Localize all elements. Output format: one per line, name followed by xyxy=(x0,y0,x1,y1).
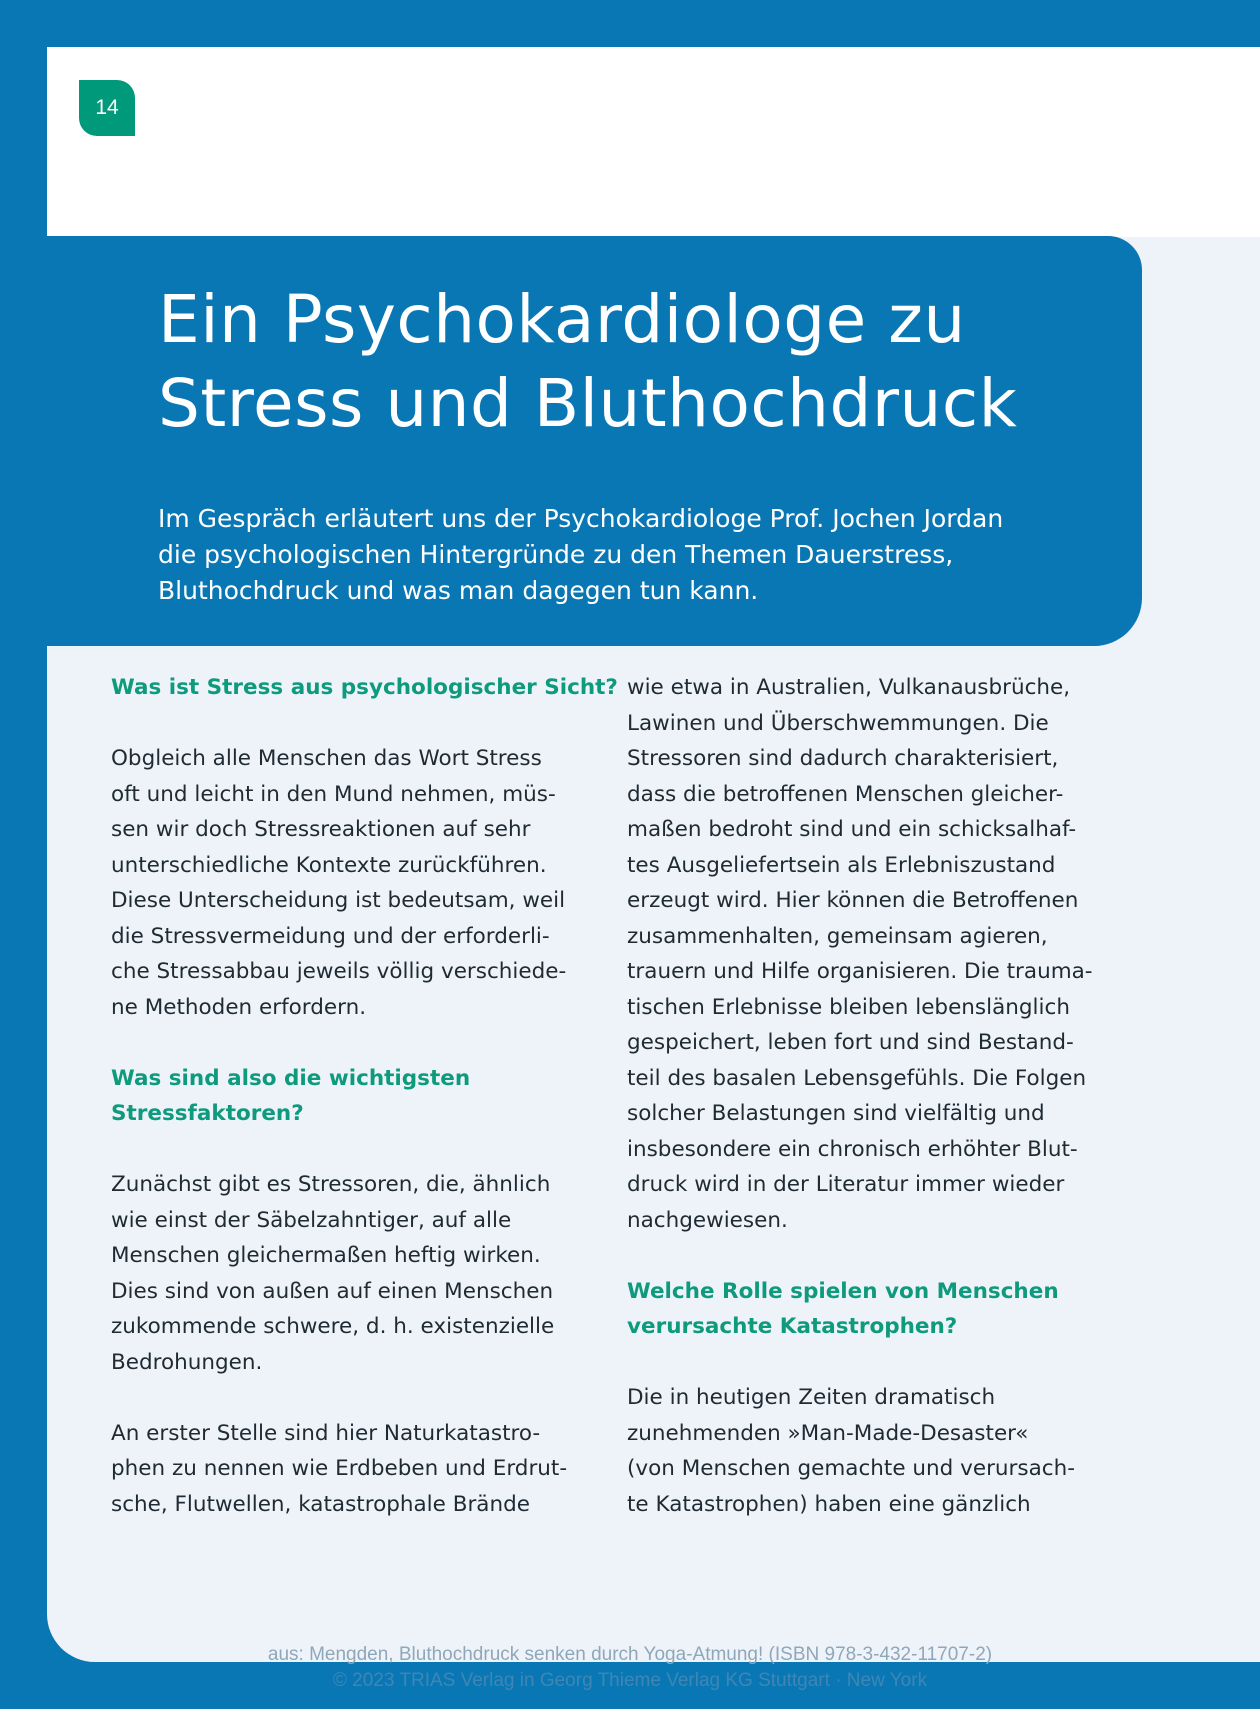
text-line: zunehmenden »Man-Made-Desaster« xyxy=(627,1420,1029,1446)
text-line: Obgleich alle Menschen das Wort Stress xyxy=(111,746,542,771)
body-paragraph xyxy=(111,1167,591,1380)
text-line: sen wir doch Stressreaktionen auf sehr xyxy=(111,817,531,842)
text-line: zukommende schwere, d. h. existenzielle xyxy=(111,1314,555,1339)
text-line: (von Menschen gemachte und verursach- xyxy=(627,1456,1075,1481)
body-paragraph xyxy=(627,670,1107,1238)
lead-paragraph xyxy=(158,501,1118,609)
text-line: An erster Stelle sind hier Naturkatastro- xyxy=(111,1420,541,1446)
left-column xyxy=(111,670,618,1522)
text-line: che Stressabbau jeweils völlig verschiede- xyxy=(111,959,567,984)
heading-line: verursachte Katastrophen? xyxy=(627,1314,958,1339)
text-line: phen zu nennen wie Erdbeben und Erdrut- xyxy=(111,1456,568,1481)
text-line: dass die betroffenen Menschen gleicher- xyxy=(627,781,1064,807)
title-line: Ein Psychokardiologe zu xyxy=(158,281,966,358)
copyright-line: © 2023 TRIAS Verlag in Georg Thieme Verlag KG Stuttgart · New York xyxy=(332,1670,928,1691)
question-heading xyxy=(111,670,618,706)
text-line: Stressoren sind dadurch charakterisiert, xyxy=(627,746,1059,771)
question-heading xyxy=(111,1061,591,1132)
text-line: Bedrohungen. xyxy=(111,1349,263,1375)
text-line: maßen bedroht sind und ein schicksalhaf- xyxy=(627,817,1077,842)
text-line: nachgewiesen. xyxy=(627,1207,788,1233)
text-line: solcher Belastungen sind vielfältig und xyxy=(627,1101,1045,1126)
heading-line: Stressfaktoren? xyxy=(111,1101,304,1126)
heading-line: Was sind also die wichtigsten xyxy=(111,1065,471,1091)
source-footer xyxy=(0,1642,1260,1694)
text-line: unterschiedliche Kontexte zurückführen. xyxy=(111,852,547,878)
text-line: gespeichert, leben fort und sind Bestand- xyxy=(627,1030,1074,1055)
text-line: wie etwa in Australien, Vulkanausbrüche, xyxy=(627,675,1071,700)
text-line: oft und leicht in den Mund nehmen, müs- xyxy=(111,781,556,807)
page-title xyxy=(158,278,1118,446)
source-line: aus: Mengden, Bluthochdruck senken durch Yoga-Atmung! (ISBN 978-3-432-11707-2) xyxy=(267,1644,993,1665)
text-line: Die in heutigen Zeiten dramatisch xyxy=(627,1385,996,1410)
body-paragraph xyxy=(111,741,591,1025)
page-top-area xyxy=(47,47,1260,237)
lead-line: Im Gespräch erläutert uns der Psychokardiologe Prof. Jochen Jordan xyxy=(158,504,1004,533)
lead-line: Bluthochdruck und was man dagegen tun kann. xyxy=(158,576,759,605)
text-line: wie einst der Säbelzahntiger, auf alle xyxy=(111,1207,512,1233)
text-line: die Stressvermeidung und der erforderli- xyxy=(111,923,550,949)
text-line: Diese Unterscheidung ist bedeutsam, weil xyxy=(111,888,566,913)
text-line: zusammenhalten, gemeinsam agieren, xyxy=(627,923,1048,949)
text-line: Zunächst gibt es Stressoren, die, ähnlich xyxy=(111,1172,551,1197)
heading-line: Was ist Stress aus psychologischer Sicht? xyxy=(111,675,618,700)
header-banner xyxy=(47,236,1142,646)
lead-line: die psychologischen Hintergründe zu den Themen Dauerstress, xyxy=(158,540,954,569)
text-line: trauern und Hilfe organisieren. Die trauma- xyxy=(627,959,1093,984)
body-paragraph xyxy=(111,1416,591,1523)
right-column xyxy=(627,670,1107,1522)
text-line: Lawinen und Überschwemmungen. Die xyxy=(627,710,1049,736)
text-line: teil des basalen Lebensgefühls. Die Folgen xyxy=(627,1065,1087,1091)
heading-line: Welche Rolle spielen von Menschen xyxy=(627,1278,1059,1304)
text-line: Menschen gleichermaßen heftig wirken. xyxy=(111,1243,541,1268)
text-line: sche, Flutwellen, katastrophale Brände xyxy=(111,1491,530,1517)
body-paragraph xyxy=(627,1380,1107,1522)
text-line: tes Ausgeliefertsein als Erlebniszustand xyxy=(627,852,1056,878)
text-line: te Katastrophen) haben eine gänzlich xyxy=(627,1491,1031,1517)
title-line: Stress und Bluthochdruck xyxy=(158,365,1018,442)
page-number-badge: 14 xyxy=(79,80,135,136)
text-line: insbesondere ein chronisch erhöhter Blut- xyxy=(627,1136,1078,1162)
text-line: erzeugt wird. Hier können die Betroffenen xyxy=(627,888,1079,913)
text-line: Dies sind von außen auf einen Menschen xyxy=(111,1278,554,1304)
text-line: druck wird in der Literatur immer wieder xyxy=(627,1172,1065,1197)
text-line: tischen Erlebnisse bleiben lebenslänglich xyxy=(627,994,1070,1020)
question-heading xyxy=(627,1274,1107,1345)
text-line: ne Methoden erfordern. xyxy=(111,994,367,1020)
